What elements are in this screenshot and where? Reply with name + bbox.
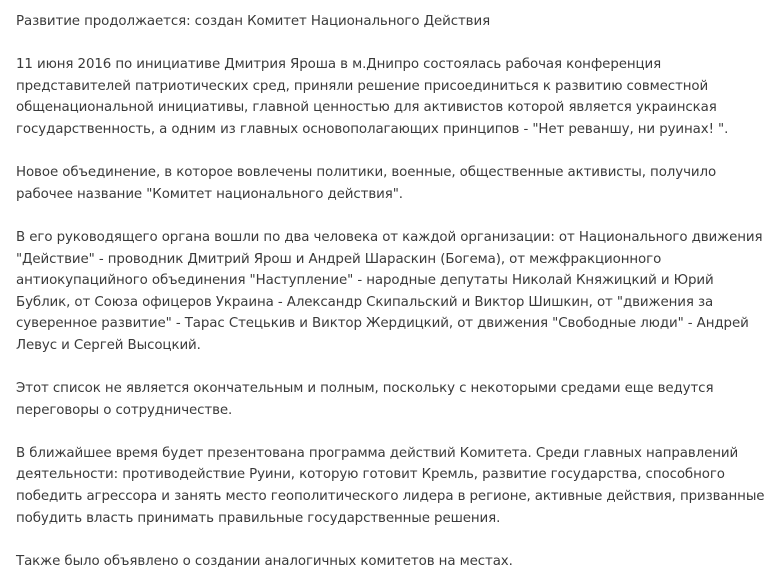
article-title: Развитие продолжается: создан Комитет Национального Действия [16,14,491,29]
article [16,11,766,572]
paragraph-program: В ближайшее время будет презентована программа действий Комитета. Среди главных направлений деятельности: противодействие Руини, которую готовит Кремль, развитие государства, способного победить агрессора и занять место геополитического лидера в регионе, активные действия, призванные побудить власть принимать правильные государственные решения. [16,445,765,526]
paragraph-list-not-final: Этот список не является окончательным и полным, поскольку с некоторыми средами еще ведутся переговоры о сотрудничестве. [16,381,714,418]
paragraph-new-association: Новое объединение, в которое вовлечены политики, военные, общественные активисты, получило рабочее название "Комитет национального действия". [16,165,717,202]
paragraph-local-committees: Также было объявлено о создании аналогичных комитетов на местах. [16,553,513,569]
paragraph-conference: 11 июня 2016 по инициативе Дмитрия Яроша в м.Днипро состоялась рабочая конференция представителей патриотических сред, приняли решение присоединиться к развитию совместной общенациональной инициативы, главной ценностью для активистов которой является украинская государственность, а одним из главных основополагающих принципов - "Нет реваншу, ни руинах! ". [16,57,729,137]
paragraph-leadership: В его руководящего органа вошли по два человека от каждой организации: от Национального движения "Действие" - проводник Дмитрий Ярош и Андрей Шараскин (Богема), от межфракционного антиокупацийного объединения "Наступление" - народные депутаты Николай Княжицкий и Юрий Бублик, от Союза офицеров Украина - Александр Скипальский и Виктор Шишкин, от "движения за суверенное развитие" - Тарас Стецькив и Виктор Жердицкий, от движения "Свободные люди" - Андрей Левус и Сергей Высоцкий. [16,229,763,353]
